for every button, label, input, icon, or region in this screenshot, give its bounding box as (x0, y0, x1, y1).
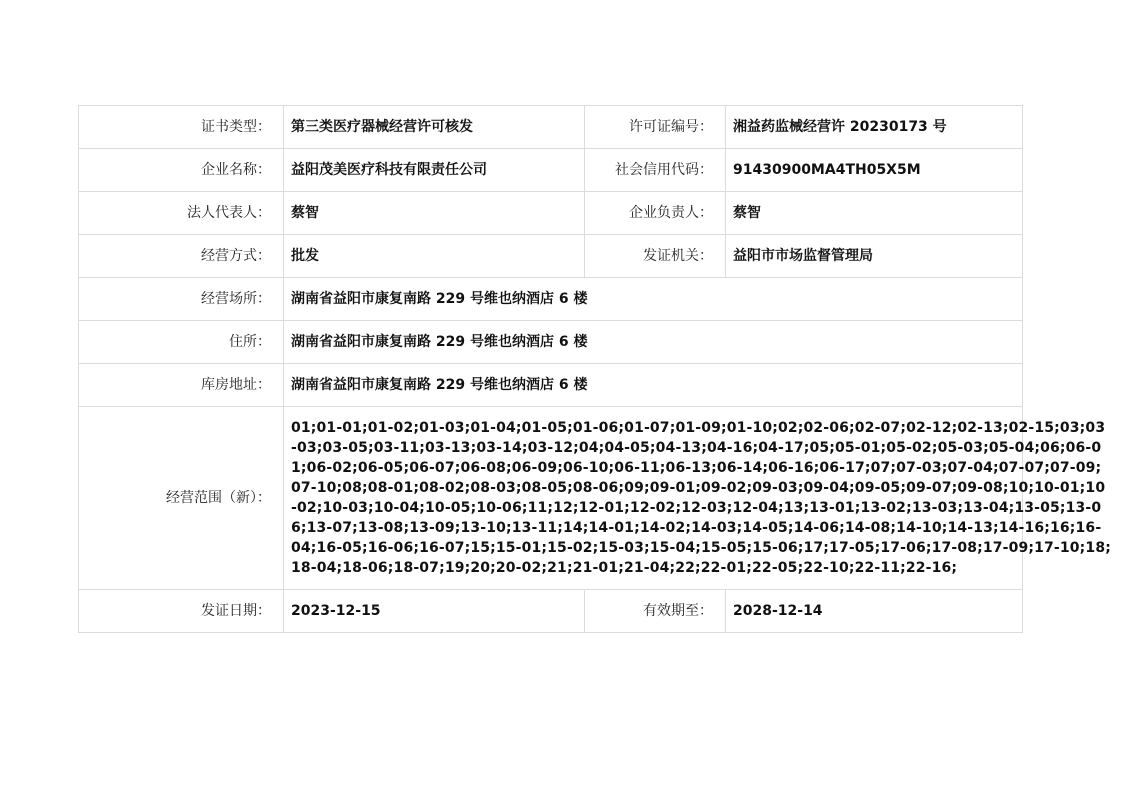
warehouse-address-value: 湖南省益阳市康复南路 229 号维也纳酒店 6 楼 (284, 364, 1023, 407)
scope-line: -02;10-03;10-04;10-05;10-06;11;12;12-01;12-02;12-03;12-04;13;13-01;13-02;13-03;13-04;13-05;13-0 (291, 500, 1102, 516)
business-premises-label: 经营场所： (79, 278, 284, 321)
table-row (79, 407, 1023, 590)
legal-representative-value: 蔡智 (284, 192, 585, 235)
certificate-type-label: 证书类型： (79, 106, 284, 149)
scope-line: 07-10;08;08-01;08-02;08-03;08-05;08-06;09;09-01;09-02;09-03;09-04;09-05;09-07;09-08;10;10-01;10 (291, 480, 1106, 496)
scope-line: 1;06-02;06-05;06-07;06-08;06-09;06-10;06-11;06-13;06-14;06-16;06-17;07;07-03;07-04;07-07;07-09; (291, 460, 1102, 476)
business-premises-value: 湖南省益阳市康复南路 229 号维也纳酒店 6 楼 (284, 278, 1023, 321)
issuing-authority-value: 益阳市市场监督管理局 (726, 235, 1023, 278)
credit-code-value: 91430900MA4TH05X5M (726, 149, 1023, 192)
business-scope-label: 经营范围（新）： (79, 407, 284, 590)
scope-line: 04;16-05;16-06;16-07;15;15-01;15-02;15-03;15-04;15-05;15-06;17;17-05;17-06;17-08;17-09;17-10;18; (291, 540, 1111, 556)
license-number-label: 许可证编号： (585, 106, 726, 149)
issue-date-label: 发证日期： (79, 590, 284, 633)
residence-value: 湖南省益阳市康复南路 229 号维也纳酒店 6 楼 (284, 321, 1023, 364)
scope-line: 01;01-01;01-02;01-03;01-04;01-05;01-06;01-07;01-09;01-10;02;02-06;02-07;02-12;02-13;02-15;03;03 (291, 420, 1106, 436)
scope-line: 6;13-07;13-08;13-09;13-10;13-11;14;14-01;14-02;14-03;14-05;14-06;14-08;14-10;14-13;14-16;16;16- (291, 520, 1102, 536)
table-row (79, 590, 1023, 633)
table-row (79, 235, 1023, 278)
certificate-type-value: 第三类医疗器械经营许可核发 (284, 106, 585, 149)
company-name-value: 益阳茂美医疗科技有限责任公司 (284, 149, 585, 192)
residence-label: 住所： (79, 321, 284, 364)
license-table (78, 105, 1111, 633)
table-row (79, 278, 1023, 321)
table-row (79, 106, 1023, 149)
legal-representative-label: 法人代表人： (79, 192, 284, 235)
table-row (79, 321, 1023, 364)
issue-date-value: 2023-12-15 (284, 590, 585, 633)
issuing-authority-label: 发证机关： (585, 235, 726, 278)
table-row (79, 364, 1023, 407)
license-number-value: 湘益药监械经营许 20230173 号 (726, 106, 1023, 149)
table-row (79, 192, 1023, 235)
warehouse-address-label: 库房地址： (79, 364, 284, 407)
company-manager-label: 企业负责人： (585, 192, 726, 235)
valid-until-label: 有效期至： (585, 590, 726, 633)
valid-until-value: 2028-12-14 (726, 590, 1023, 633)
company-manager-value: 蔡智 (726, 192, 1023, 235)
business-mode-label: 经营方式： (79, 235, 284, 278)
business-mode-value: 批发 (284, 235, 585, 278)
business-scope-value (284, 407, 1111, 590)
table-row (79, 149, 1023, 192)
scope-line: -03;03-05;03-11;03-13;03-14;03-12;04;04-05;04-13;04-16;04-17;05;05-01;05-02;05-03;05-04;06;06-0 (291, 440, 1102, 456)
company-name-label: 企业名称： (79, 149, 284, 192)
scope-line: 18-04;18-06;18-07;19;20;20-02;21;21-01;21-04;22;22-01;22-05;22-10;22-11;22-16; (291, 560, 958, 576)
credit-code-label: 社会信用代码： (585, 149, 726, 192)
